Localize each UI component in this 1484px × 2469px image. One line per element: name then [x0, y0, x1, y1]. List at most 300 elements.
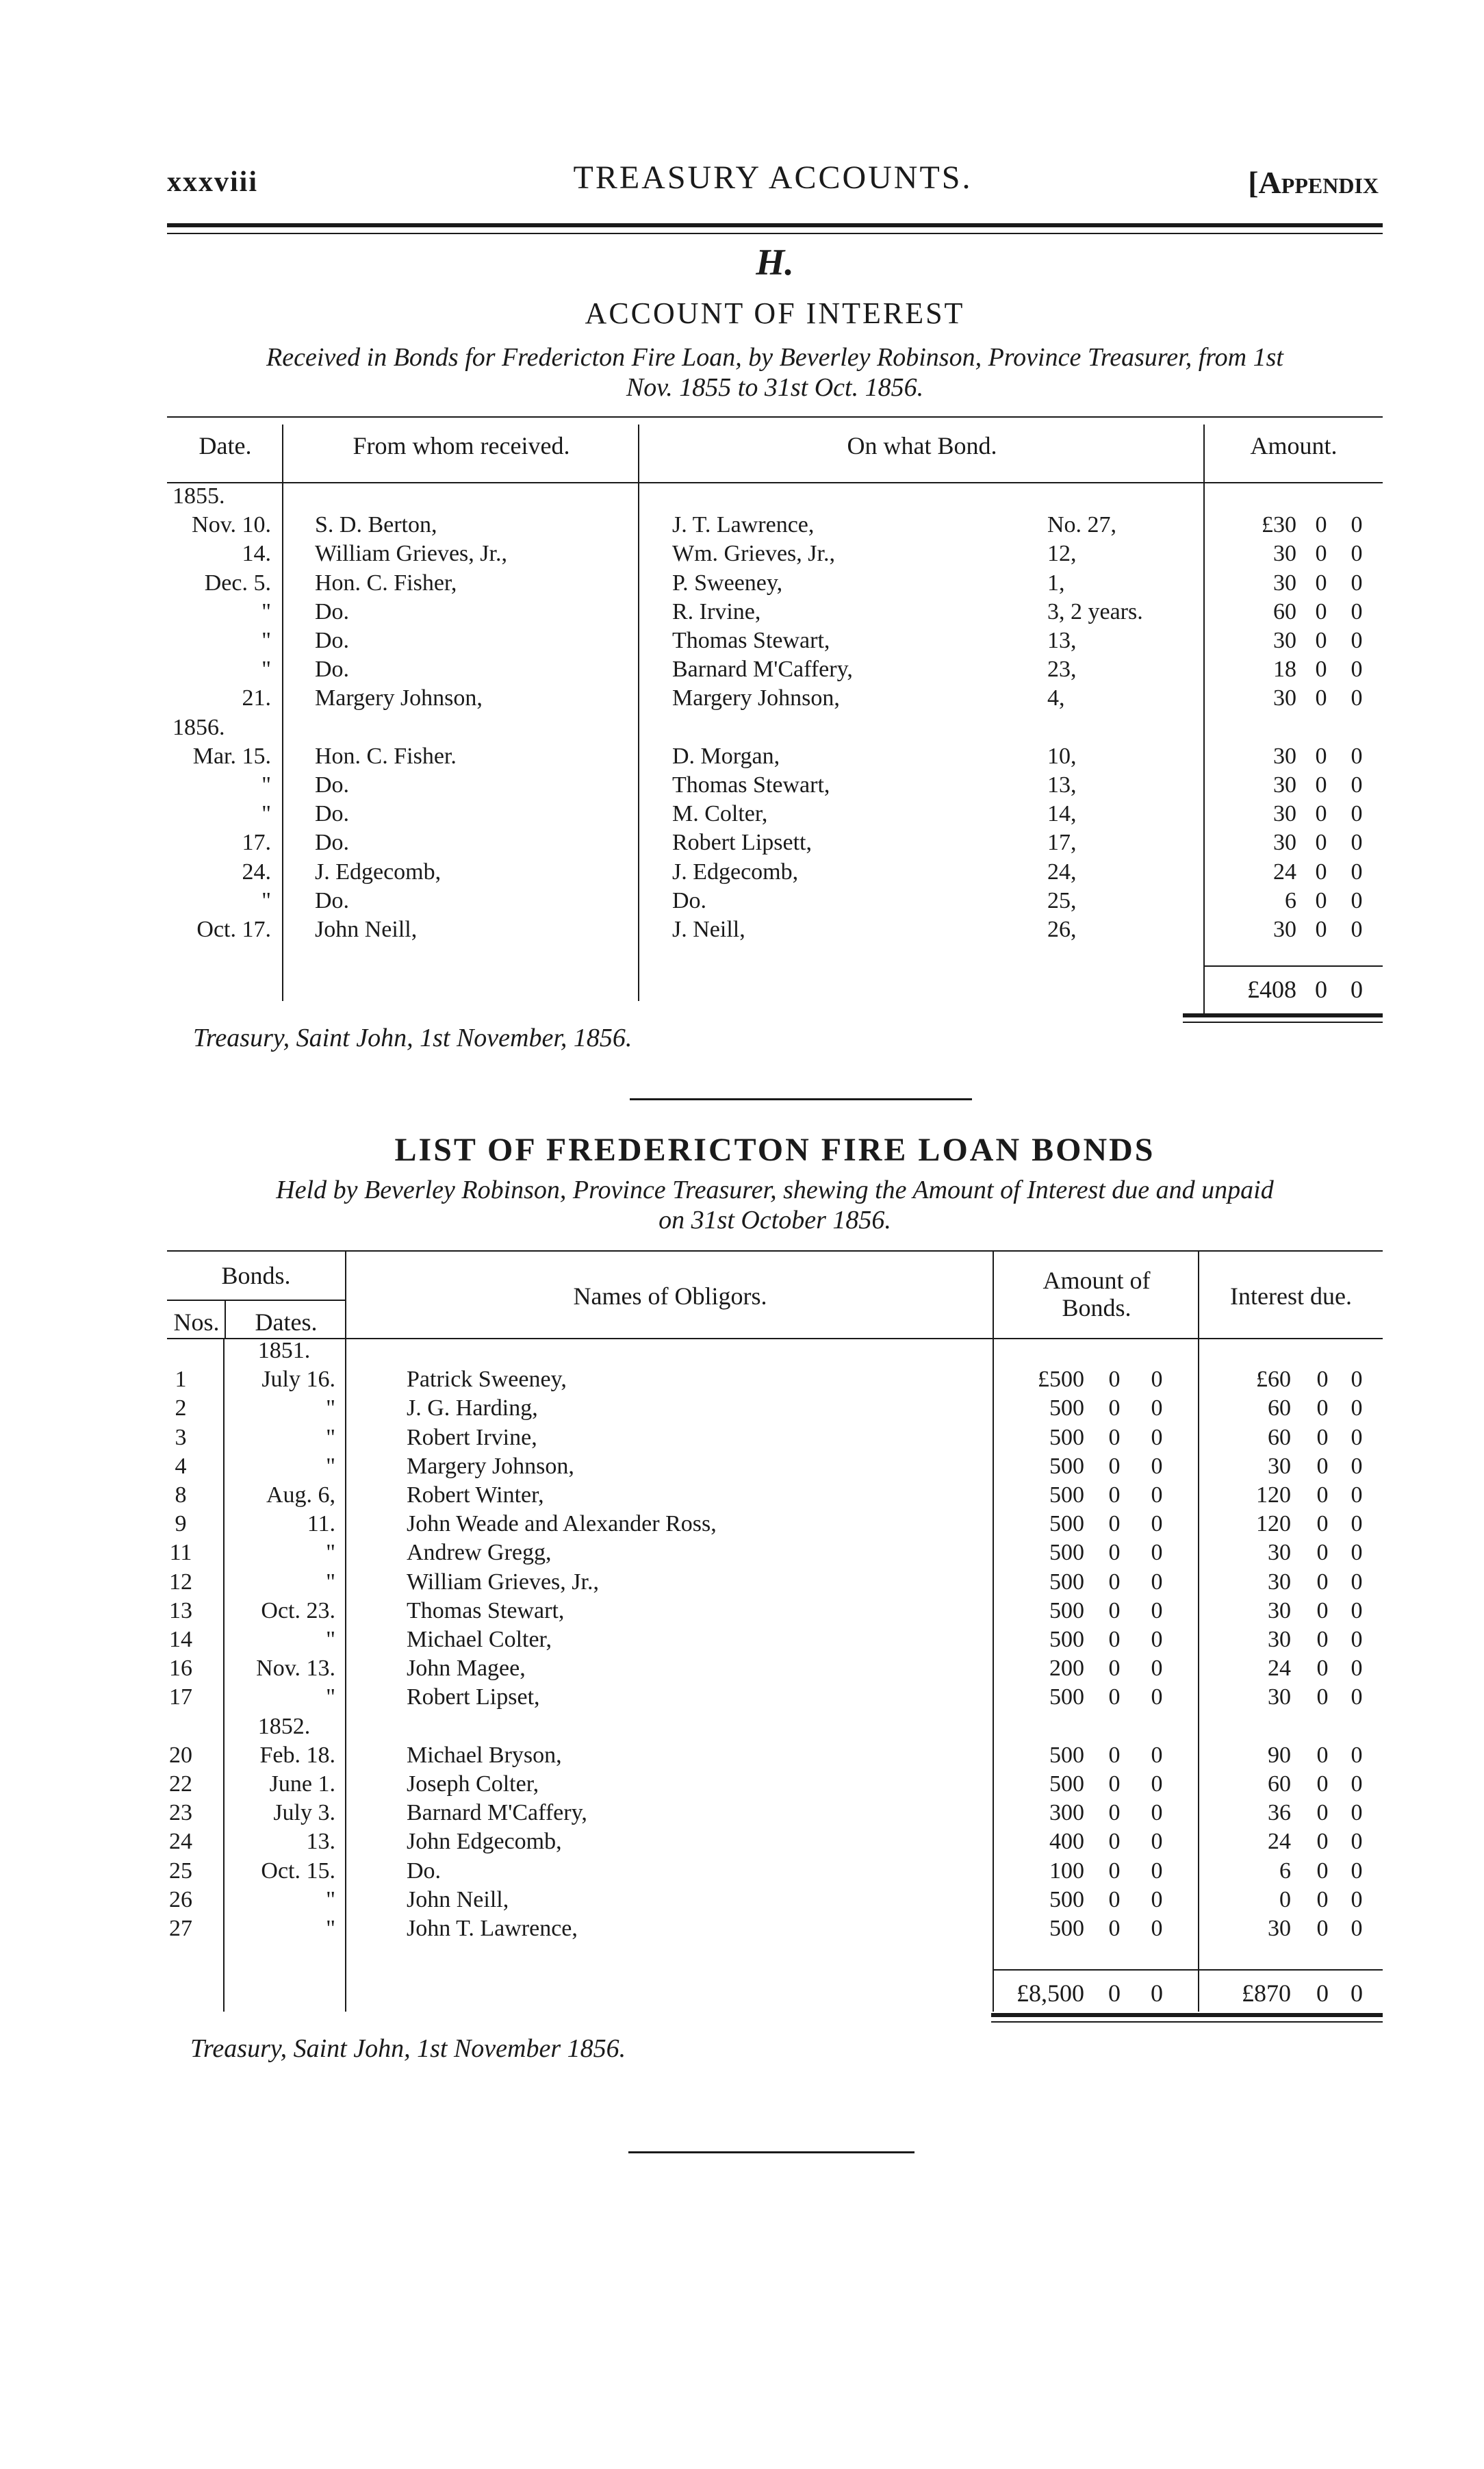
bond-row-interest-shillings: 0 [1316, 1454, 1329, 1479]
bond-row-amount-shillings: 0 [1108, 1800, 1121, 1825]
interest-row-from: Do. [315, 772, 350, 798]
t1-bottom-rule-thin [1183, 1022, 1383, 1023]
bond-row-amount-pence: 0 [1151, 1425, 1163, 1450]
bond-row-interest-shillings: 0 [1316, 1598, 1329, 1623]
interest-row-pence: 0 [1351, 744, 1363, 769]
t2-total-interest-pounds: £870 [1242, 1979, 1291, 2007]
interest-row-shillings: 0 [1315, 801, 1327, 826]
bond-row-no: 25 [169, 1858, 192, 1884]
t1-col-from: From whom received. [353, 432, 570, 459]
bond-row-amount-shillings: 0 [1108, 1627, 1121, 1652]
bond-row-name: John Magee, [407, 1656, 526, 1681]
running-title: TREASURY ACCOUNTS. [573, 160, 973, 196]
bond-row-date: July 3. [273, 1800, 335, 1825]
bond-row-interest-pence: 0 [1351, 1916, 1363, 1941]
interest-account-subtitle-1: Received in Bonds for Fredericton Fire Loan, by Beverley Robinson, Province Treasurer, from 1st [266, 343, 1283, 372]
t2-col-bonds: Bonds. [221, 1262, 291, 1289]
bond-row-interest-pounds: 30 [1268, 1627, 1291, 1652]
bond-row-amount-pounds: 400 [1049, 1829, 1084, 1854]
t2-vline-nos-body [223, 1339, 225, 2012]
interest-row-bond-name: Robert Lipsett, [672, 830, 812, 855]
interest-row-pounds: £30 [1262, 512, 1296, 537]
section-label: [Appendix [1248, 165, 1379, 200]
bond-row-name: Robert Irvine, [407, 1425, 537, 1450]
bond-row-amount-pence: 0 [1151, 1569, 1163, 1595]
interest-row-date: " [261, 628, 271, 653]
bond-row-amount-shillings: 0 [1108, 1771, 1121, 1797]
interest-row-date: 1856. [172, 715, 225, 740]
interest-row-date: " [261, 599, 271, 624]
bond-row-interest-shillings: 0 [1316, 1684, 1329, 1710]
interest-row-pounds: 30 [1273, 685, 1296, 711]
interest-row-bond-no: 17, [1047, 830, 1077, 855]
t1-vline-1 [282, 425, 283, 1001]
bond-row-interest-pence: 0 [1351, 1829, 1363, 1854]
interest-row-from: Hon. C. Fisher, [315, 570, 457, 596]
bond-row-date: June 1. [269, 1771, 335, 1797]
interest-row-from: Margery Johnson, [315, 685, 483, 711]
bond-row-interest-shillings: 0 [1316, 1540, 1329, 1565]
interest-row-pence: 0 [1351, 541, 1363, 566]
bond-row-interest-pounds: 30 [1268, 1454, 1291, 1479]
interest-row-shillings: 0 [1315, 888, 1327, 913]
interest-row-from: John Neill, [315, 917, 418, 942]
bond-row-interest-pence: 0 [1351, 1684, 1363, 1710]
bond-row-amount-pounds: 500 [1049, 1482, 1084, 1508]
bond-row-amount-pounds: 500 [1049, 1743, 1084, 1768]
interest-row-shillings: 0 [1315, 685, 1327, 711]
interest-row-bond-name: Barnard M'Caffery, [672, 657, 853, 682]
interest-row-bond-no: 14, [1047, 801, 1077, 826]
bond-row-date: 1852. [257, 1714, 311, 1739]
interest-row-date: " [261, 772, 271, 798]
interest-row-pounds: 30 [1273, 541, 1296, 566]
interest-row-from: Hon. C. Fisher. [315, 744, 457, 769]
t2-col-dates: Dates. [255, 1308, 318, 1336]
interest-row-bond-name: Thomas Stewart, [672, 772, 830, 798]
section-divider [630, 1098, 972, 1100]
bond-row-amount-shillings: 0 [1108, 1598, 1121, 1623]
bond-row-name: Michael Bryson, [407, 1743, 562, 1768]
bond-row-no: 20 [169, 1743, 192, 1768]
interest-row-bond-name: M. Colter, [672, 801, 768, 826]
bond-row-name: Andrew Gregg, [407, 1540, 552, 1565]
interest-row-bond-name: P. Sweeney, [672, 570, 783, 596]
bond-row-interest-pounds: 24 [1268, 1656, 1291, 1681]
interest-row-pounds: 24 [1273, 859, 1296, 885]
t1-col-bond: On what Bond. [847, 432, 997, 459]
interest-row-pence: 0 [1351, 801, 1363, 826]
interest-row-pence: 0 [1351, 512, 1363, 537]
bond-row-amount-shillings: 0 [1108, 1743, 1121, 1768]
bond-row-no: 9 [175, 1511, 187, 1536]
header-rule-thick [167, 223, 1383, 227]
bond-row-no: 22 [169, 1771, 192, 1797]
interest-row-bond-name: R. Irvine, [672, 599, 761, 624]
bond-row-date: Feb. 18. [259, 1743, 335, 1768]
interest-row-bond-no: 4, [1047, 685, 1065, 711]
bond-row-interest-pounds: 60 [1268, 1771, 1291, 1797]
bond-row-amount-pounds: 200 [1049, 1656, 1084, 1681]
bond-row-amount-pence: 0 [1151, 1395, 1163, 1421]
bond-row-no: 1 [175, 1367, 187, 1392]
bond-row-interest-pounds: 30 [1268, 1598, 1291, 1623]
interest-account-title: ACCOUNT OF INTEREST [585, 296, 965, 330]
bond-row-amount-pounds: 100 [1049, 1858, 1084, 1884]
bond-row-interest-shillings: 0 [1316, 1367, 1329, 1392]
bond-row-amount-pence: 0 [1151, 1800, 1163, 1825]
interest-row-bond-name: Wm. Grieves, Jr., [672, 541, 835, 566]
bond-row-interest-pounds: 30 [1268, 1569, 1291, 1595]
interest-row-pence: 0 [1351, 685, 1363, 711]
t2-total-rule-amount [994, 1969, 1198, 1971]
bond-row-interest-pounds: £60 [1256, 1367, 1291, 1392]
bond-row-amount-pence: 0 [1151, 1482, 1163, 1508]
bond-row-amount-pounds: 500 [1049, 1684, 1084, 1710]
bond-row-amount-pounds: 500 [1049, 1916, 1084, 1941]
bond-row-interest-pence: 0 [1351, 1743, 1363, 1768]
bond-row-date: " [326, 1569, 335, 1595]
bond-row-interest-shillings: 0 [1316, 1829, 1329, 1854]
interest-row-date: 24. [242, 859, 271, 885]
bond-row-no: 17 [169, 1684, 192, 1710]
interest-row-date: " [261, 657, 271, 682]
page-number: xxxviii [167, 166, 259, 198]
bond-row-amount-pence: 0 [1151, 1771, 1163, 1797]
bond-row-interest-pence: 0 [1351, 1627, 1363, 1652]
bond-row-amount-pounds: 500 [1049, 1598, 1084, 1623]
interest-row-pounds: 18 [1273, 657, 1296, 682]
t1-total-pounds: £408 [1247, 976, 1296, 1003]
t2-total-amount-pounds: £8,500 [1016, 1979, 1084, 2007]
interest-row-shillings: 0 [1315, 859, 1327, 885]
bond-row-amount-shillings: 0 [1108, 1569, 1121, 1595]
bond-row-name: Thomas Stewart, [407, 1598, 565, 1623]
interest-row-shillings: 0 [1315, 744, 1327, 769]
bond-row-date: 1851. [257, 1338, 311, 1363]
bond-row-interest-pounds: 30 [1268, 1684, 1291, 1710]
interest-row-date: " [261, 801, 271, 826]
interest-row-pence: 0 [1351, 917, 1363, 942]
bond-row-amount-shillings: 0 [1108, 1656, 1121, 1681]
interest-row-bond-no: 23, [1047, 657, 1077, 682]
bond-row-amount-pounds: 500 [1049, 1454, 1084, 1479]
bonds-list-subtitle-1: Held by Beverley Robinson, Province Treasurer, shewing the Amount of Interest due and unpaid [276, 1176, 1274, 1204]
bond-row-name: John Neill, [407, 1887, 509, 1912]
bond-row-amount-pounds: 300 [1049, 1800, 1084, 1825]
bond-row-interest-pence: 0 [1351, 1482, 1363, 1508]
t2-col-nos: Nos. [173, 1308, 220, 1336]
bond-row-name: Robert Winter, [407, 1482, 544, 1508]
bond-row-interest-pounds: 0 [1279, 1887, 1291, 1912]
bond-row-interest-shillings: 0 [1316, 1627, 1329, 1652]
interest-row-shillings: 0 [1315, 570, 1327, 596]
bond-row-date: 11. [307, 1511, 335, 1536]
bond-row-interest-pence: 0 [1351, 1540, 1363, 1565]
bond-row-interest-pounds: 120 [1256, 1511, 1291, 1536]
bond-row-interest-pence: 0 [1351, 1511, 1363, 1536]
t2-col-amount: Amount of Bonds. [1042, 1267, 1151, 1321]
interest-row-bond-name: D. Morgan, [672, 744, 780, 769]
interest-row-shillings: 0 [1315, 512, 1327, 537]
interest-account-subtitle-2: Nov. 1855 to 31st Oct. 1856. [626, 373, 924, 402]
bond-row-interest-pence: 0 [1351, 1598, 1363, 1623]
interest-row-bond-no: 13, [1047, 772, 1077, 798]
interest-row-pounds: 30 [1273, 772, 1296, 798]
bond-row-amount-pounds: 500 [1049, 1569, 1084, 1595]
bond-row-name: Do. [407, 1858, 442, 1884]
t2-bonds-subrule [167, 1300, 346, 1301]
bond-row-interest-pounds: 24 [1268, 1829, 1291, 1854]
bond-row-date: " [326, 1454, 335, 1479]
interest-row-bond-no: 10, [1047, 744, 1077, 769]
interest-row-date: " [261, 888, 271, 913]
bond-row-no: 11 [169, 1540, 192, 1565]
t1-vline-2 [638, 425, 639, 1001]
bond-row-date: " [326, 1627, 335, 1652]
t2-col-names: Names of Obligors. [573, 1282, 767, 1310]
interest-row-pounds: 30 [1273, 917, 1296, 942]
t2-bottom-rule-thin [991, 2021, 1383, 2023]
t1-vline-3 [1203, 425, 1205, 1015]
t2-total-interest-shillings: 0 [1316, 1979, 1329, 2007]
bond-row-date: July 16. [261, 1367, 335, 1392]
interest-account-footer: Treasury, Saint John, 1st November, 1856. [193, 1024, 632, 1052]
bond-row-date: Oct. 15. [261, 1858, 335, 1884]
bond-row-name: Margery Johnson, [407, 1454, 574, 1479]
bond-row-interest-shillings: 0 [1316, 1916, 1329, 1941]
bond-row-amount-pence: 0 [1151, 1684, 1163, 1710]
bond-row-amount-shillings: 0 [1108, 1684, 1121, 1710]
interest-row-pence: 0 [1351, 570, 1363, 596]
t2-bottom-rule-thick [991, 2013, 1383, 2017]
bond-row-amount-shillings: 0 [1108, 1395, 1121, 1421]
bond-row-date: " [326, 1684, 335, 1710]
bond-row-amount-pounds: 500 [1049, 1511, 1084, 1536]
bond-row-no: 13 [169, 1598, 192, 1623]
bond-row-amount-pence: 0 [1151, 1887, 1163, 1912]
bonds-list-subtitle-2: on 31st October 1856. [658, 1206, 891, 1234]
t1-top-rule [167, 416, 1383, 418]
bond-row-interest-pence: 0 [1351, 1454, 1363, 1479]
bond-row-interest-shillings: 0 [1316, 1482, 1329, 1508]
bond-row-date: " [326, 1540, 335, 1565]
bond-row-interest-pence: 0 [1351, 1395, 1363, 1421]
bond-row-interest-shillings: 0 [1316, 1743, 1329, 1768]
bond-row-interest-pounds: 60 [1268, 1395, 1291, 1421]
interest-row-shillings: 0 [1315, 541, 1327, 566]
bond-row-interest-pence: 0 [1351, 1569, 1363, 1595]
t1-total-rule [1205, 965, 1383, 967]
interest-row-shillings: 0 [1315, 599, 1327, 624]
interest-row-pounds: 30 [1273, 744, 1296, 769]
bond-row-amount-pence: 0 [1151, 1598, 1163, 1623]
interest-row-shillings: 0 [1315, 657, 1327, 682]
bond-row-date: " [326, 1916, 335, 1941]
interest-row-bond-no: 25, [1047, 888, 1077, 913]
bonds-list-title: LIST OF FREDERICTON FIRE LOAN BONDS [394, 1132, 1155, 1168]
section-letter: H. [756, 242, 794, 283]
t2-top-rule [167, 1250, 1383, 1252]
bond-row-interest-pounds: 30 [1268, 1540, 1291, 1565]
interest-row-bond-no: 24, [1047, 859, 1077, 885]
t1-header-rule [167, 482, 1383, 483]
header-rule-thin [167, 233, 1383, 234]
bond-row-interest-pounds: 60 [1268, 1425, 1291, 1450]
bond-row-interest-shillings: 0 [1316, 1395, 1329, 1421]
bond-row-interest-shillings: 0 [1316, 1569, 1329, 1595]
bond-row-interest-pence: 0 [1351, 1771, 1363, 1797]
interest-row-shillings: 0 [1315, 772, 1327, 798]
bond-row-amount-pounds: 500 [1049, 1425, 1084, 1450]
bond-row-date: Nov. 13. [256, 1656, 335, 1681]
bond-row-interest-shillings: 0 [1316, 1771, 1329, 1797]
interest-row-bond-name: Margery Johnson, [672, 685, 840, 711]
interest-row-bond-no: 26, [1047, 917, 1077, 942]
interest-row-date: 1855. [172, 483, 225, 509]
t1-bottom-rule-thick [1183, 1013, 1383, 1017]
bond-row-amount-pounds: 500 [1049, 1627, 1084, 1652]
interest-row-pounds: 60 [1273, 599, 1296, 624]
bond-row-interest-pence: 0 [1351, 1887, 1363, 1912]
bond-row-interest-pence: 0 [1351, 1367, 1363, 1392]
bond-row-no: 8 [175, 1482, 187, 1508]
interest-row-pence: 0 [1351, 772, 1363, 798]
bond-row-amount-shillings: 0 [1108, 1829, 1121, 1854]
bond-row-no: 4 [175, 1454, 187, 1479]
bond-row-interest-pence: 0 [1351, 1656, 1363, 1681]
bond-row-amount-shillings: 0 [1108, 1511, 1121, 1536]
interest-row-date: 17. [242, 830, 271, 855]
bond-row-amount-pence: 0 [1151, 1916, 1163, 1941]
bond-row-amount-pounds: 500 [1049, 1887, 1084, 1912]
bond-row-name: J. G. Harding, [407, 1395, 538, 1421]
t1-total-shillings: 0 [1315, 976, 1327, 1003]
bond-row-interest-pence: 0 [1351, 1800, 1363, 1825]
bond-row-name: Michael Colter, [407, 1627, 552, 1652]
bond-row-name: John Weade and Alexander Ross, [407, 1511, 717, 1536]
bond-row-interest-pounds: 120 [1256, 1482, 1291, 1508]
bond-row-date: 13. [306, 1829, 335, 1854]
bond-row-amount-pounds: £500 [1038, 1367, 1084, 1392]
bond-row-interest-shillings: 0 [1316, 1425, 1329, 1450]
bond-row-amount-pence: 0 [1151, 1829, 1163, 1854]
interest-row-pence: 0 [1351, 830, 1363, 855]
interest-row-from: S. D. Berton, [315, 512, 437, 537]
bond-row-date: Aug. 6, [266, 1482, 335, 1508]
bond-row-amount-shillings: 0 [1108, 1425, 1121, 1450]
interest-row-bond-name: Do. [672, 888, 707, 913]
bond-row-amount-pounds: 500 [1049, 1540, 1084, 1565]
t2-total-rule-interest [1199, 1969, 1383, 1971]
bond-row-interest-pounds: 36 [1268, 1800, 1291, 1825]
bond-row-interest-shillings: 0 [1316, 1800, 1329, 1825]
bond-row-amount-pence: 0 [1151, 1743, 1163, 1768]
bond-row-name: Patrick Sweeney, [407, 1367, 567, 1392]
bond-row-amount-pence: 0 [1151, 1511, 1163, 1536]
t2-vline-dates [345, 1250, 346, 2012]
bond-row-interest-pounds: 30 [1268, 1916, 1291, 1941]
bonds-list-footer: Treasury, Saint John, 1st November 1856. [190, 2034, 626, 2063]
interest-row-pounds: 30 [1273, 570, 1296, 596]
bond-row-date: " [326, 1887, 335, 1912]
interest-row-bond-no: 3, 2 years. [1047, 599, 1143, 624]
bond-row-no: 3 [175, 1425, 187, 1450]
end-divider [628, 2151, 914, 2153]
bond-row-no: 16 [169, 1656, 192, 1681]
interest-row-pounds: 30 [1273, 801, 1296, 826]
interest-row-from: J. Edgecomb, [315, 859, 442, 885]
interest-row-bond-name: J. Neill, [672, 917, 745, 942]
bond-row-no: 23 [169, 1800, 192, 1825]
bond-row-no: 12 [169, 1569, 192, 1595]
interest-row-bond-name: Thomas Stewart, [672, 628, 830, 653]
t1-col-amount: Amount. [1250, 432, 1338, 459]
bond-row-interest-pence: 0 [1351, 1858, 1363, 1884]
bond-row-amount-shillings: 0 [1108, 1858, 1121, 1884]
bond-row-name: Joseph Colter, [407, 1771, 539, 1797]
bond-row-interest-shillings: 0 [1316, 1511, 1329, 1536]
bond-row-no: 27 [169, 1916, 192, 1941]
interest-row-pence: 0 [1351, 628, 1363, 653]
bond-row-date: " [326, 1395, 335, 1421]
interest-row-shillings: 0 [1315, 830, 1327, 855]
bond-row-name: John Edgecomb, [407, 1829, 562, 1854]
bond-row-date: " [326, 1425, 335, 1450]
running-header [167, 159, 1379, 214]
interest-row-pounds: 6 [1285, 888, 1296, 913]
interest-row-date: Nov. 10. [192, 512, 271, 537]
bond-row-amount-pence: 0 [1151, 1454, 1163, 1479]
bond-row-amount-shillings: 0 [1108, 1482, 1121, 1508]
bond-row-amount-shillings: 0 [1108, 1887, 1121, 1912]
interest-row-date: Dec. 5. [204, 570, 271, 596]
interest-row-bond-name: J. T. Lawrence, [672, 512, 815, 537]
interest-row-bond-no: No. 27, [1047, 512, 1117, 537]
bond-row-amount-pence: 0 [1151, 1367, 1163, 1392]
interest-row-bond-no: 13, [1047, 628, 1077, 653]
interest-row-pence: 0 [1351, 859, 1363, 885]
bond-row-amount-pounds: 500 [1049, 1395, 1084, 1421]
interest-row-pence: 0 [1351, 657, 1363, 682]
interest-row-from: William Grieves, Jr., [315, 541, 507, 566]
bond-row-interest-pounds: 90 [1268, 1743, 1291, 1768]
bond-row-name: John T. Lawrence, [407, 1916, 578, 1941]
t2-vline-nos [225, 1301, 226, 1339]
bond-row-interest-pence: 0 [1351, 1425, 1363, 1450]
interest-row-shillings: 0 [1315, 917, 1327, 942]
bond-row-name: Barnard M'Caffery, [407, 1800, 587, 1825]
interest-row-pence: 0 [1351, 888, 1363, 913]
interest-row-bond-no: 12, [1047, 541, 1077, 566]
interest-row-pounds: 30 [1273, 830, 1296, 855]
t2-total-interest-pence: 0 [1351, 1979, 1363, 2007]
bond-row-interest-shillings: 0 [1316, 1656, 1329, 1681]
bond-row-amount-pence: 0 [1151, 1858, 1163, 1884]
bond-row-interest-pounds: 6 [1279, 1858, 1291, 1884]
interest-row-from: Do. [315, 801, 350, 826]
bond-row-interest-shillings: 0 [1316, 1858, 1329, 1884]
interest-row-date: Mar. 15. [192, 744, 271, 769]
interest-row-from: Do. [315, 599, 350, 624]
interest-row-from: Do. [315, 830, 350, 855]
t2-total-amount-shillings: 0 [1108, 1979, 1121, 2007]
bond-row-name: William Grieves, Jr., [407, 1569, 599, 1595]
bond-row-amount-pounds: 500 [1049, 1771, 1084, 1797]
interest-row-from: Do. [315, 657, 350, 682]
t1-total-pence: 0 [1351, 976, 1363, 1003]
bond-row-amount-shillings: 0 [1108, 1367, 1121, 1392]
